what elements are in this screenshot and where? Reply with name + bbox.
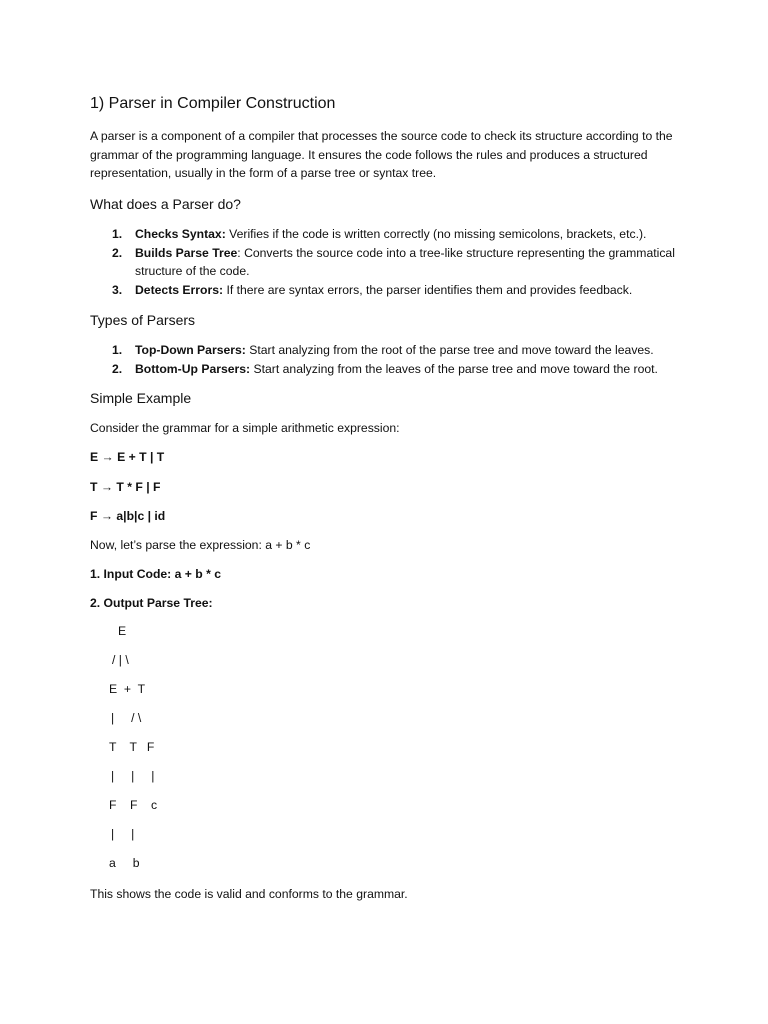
grammar-rule-f: F → a|b|c | id (90, 509, 166, 523)
list-item: 2. Bottom-Up Parsers: Start analyzing from the leaves of the parse tree and move toward the root. (112, 361, 658, 376)
input-code-label: 1. Input Code: a + b * c (90, 567, 222, 581)
parser-functions-list (90, 225, 690, 299)
heading-what-parser-does: What does a Parser do? (90, 196, 241, 212)
tree-line: | | (111, 827, 135, 841)
grammar-rule-e: E → E + T | T (90, 450, 165, 464)
tree-line: a b (109, 856, 140, 870)
list-item: 3. Detects Errors: If there are syntax errors, the parser identifies them and provides feedback. (112, 282, 633, 297)
tree-line: F F c (109, 798, 158, 812)
list-item: 1. Top-Down Parsers: Start analyzing from the root of the parse tree and move toward the leaves. (112, 343, 654, 357)
tree-line: | | | (111, 769, 155, 783)
list-item: 2. Builds Parse Tree: Converts the source code into a tree-like structure representing the grammatical structure of the code. (112, 245, 675, 278)
tree-line: E + T (109, 682, 146, 696)
page-title: 1) Parser in Compiler Construction (90, 95, 336, 112)
conclusion-text: This shows the code is valid and conforms to the grammar. (90, 887, 408, 901)
tree-line: / | \ (112, 653, 129, 667)
heading-simple-example: Simple Example (90, 390, 192, 406)
grammar-rule-t: T → T * F | F (90, 480, 161, 494)
parse-expression-text: Now, let’s parse the expression: a + b * c (90, 538, 311, 552)
tree-line: E (118, 624, 127, 638)
tree-line: T T F (109, 740, 155, 754)
heading-types-of-parsers: Types of Parsers (90, 312, 196, 328)
tree-line: | / \ (111, 711, 142, 725)
list-item: 1. Checks Syntax: Verifies if the code is written correctly (no missing semicolons, brackets, etc.). (112, 227, 647, 241)
output-tree-label: 2. Output Parse Tree: (90, 596, 213, 610)
consider-text: Consider the grammar for a simple arithmetic expression: (90, 421, 400, 435)
intro-paragraph: A parser is a component of a compiler that processes the source code to check its structure according to the grammar of the programming language. It ensures the code follows the rules and produces a structured representation, usually in the form of a parse tree or syntax tree. (90, 129, 673, 180)
parser-types-list (90, 341, 690, 378)
